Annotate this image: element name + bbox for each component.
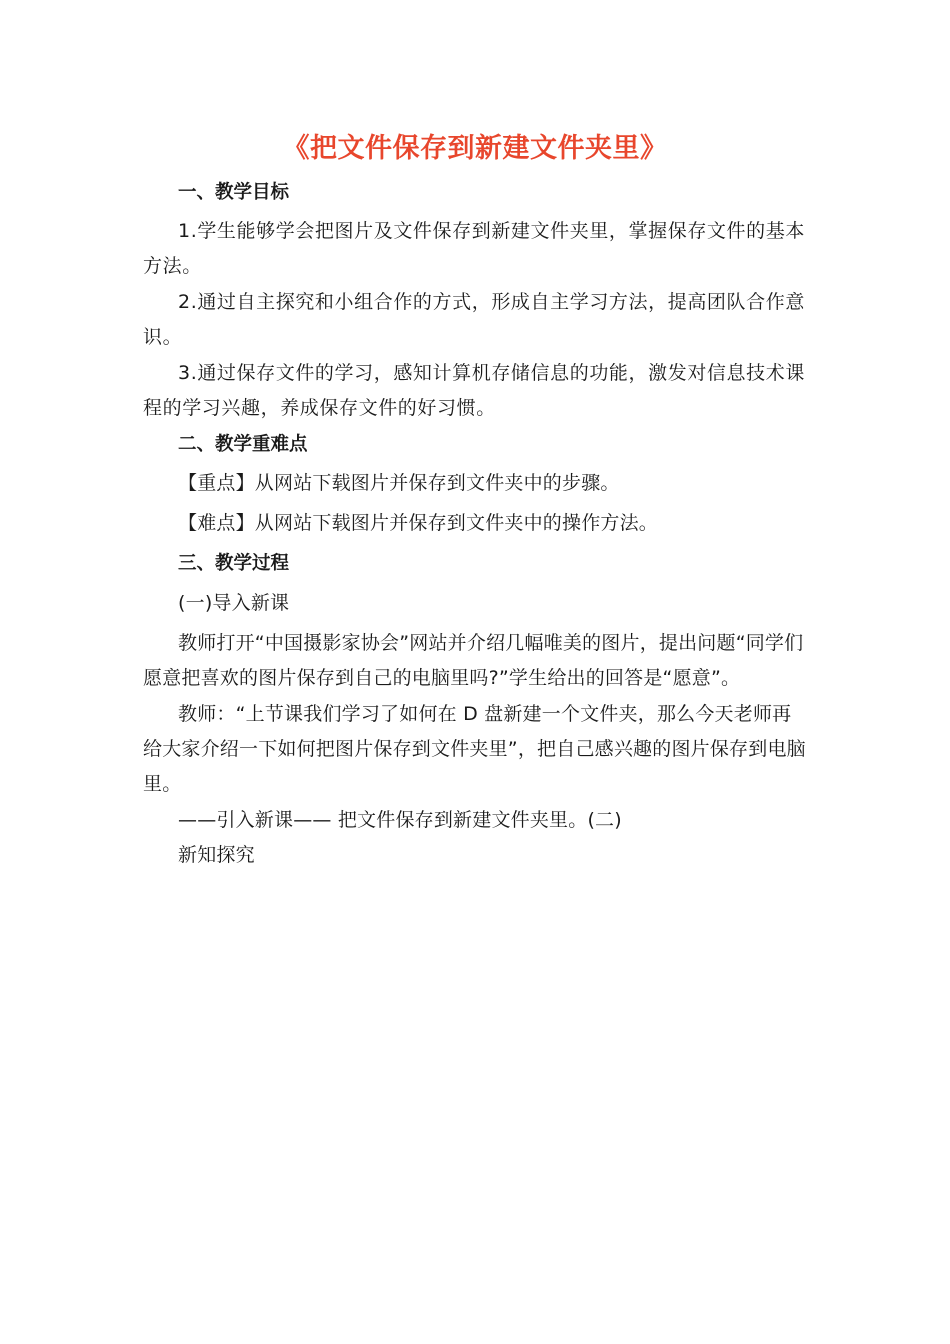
- section-heading-key-points: 二、教学重难点: [178, 434, 308, 455]
- objective-item-2: 2.通过自主探究和小组合作的方式，形成自主学习方法，提高团队合作意识。: [143, 291, 805, 348]
- process-subheading: (一)导入新课: [178, 592, 290, 614]
- process-paragraph-2: 教师：“上节课我们学习了如何在 D 盘新建一个文件夹，那么今天老师再给大家介绍一下如何把图片保存到文件夹里”，把自己感兴趣的图片保存到电脑里。: [143, 703, 806, 795]
- section-heading-process: 三、教学过程: [178, 553, 290, 574]
- objective-item-3: 3.通过保存文件的学习，感知计算机存储信息的功能，激发对信息技术课程的学习兴趣，养成保存文件的好习惯。: [143, 362, 805, 419]
- key-point-text: 【重点】从网站下载图片并保存到文件夹中的步骤。: [178, 472, 620, 494]
- difficult-point-text: 【难点】从网站下载图片并保存到文件夹中的操作方法。: [178, 512, 659, 534]
- process-paragraph-4: 新知探究: [178, 844, 255, 866]
- section-heading-objectives: 一、教学目标: [178, 182, 290, 203]
- process-paragraph-3: ——引入新课—— 把文件保存到新建文件夹里。(二): [178, 809, 622, 831]
- document-title: 《把文件保存到新建文件夹里》: [282, 133, 668, 164]
- process-paragraph-1: 教师打开“中国摄影家协会”网站并介绍几幅唯美的图片，提出问题“同学们愿意把喜欢的图片保存到自己的电脑里吗?”学生给出的回答是“愿意”。: [143, 632, 804, 689]
- objective-item-1: 1.学生能够学会把图片及文件保存到新建文件夹里，掌握保存文件的基本方法。: [143, 220, 805, 277]
